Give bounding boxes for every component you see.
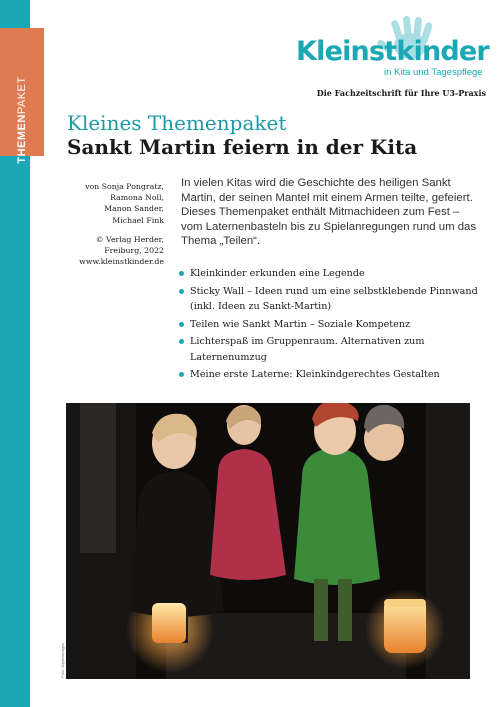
photo-credit: Foto: Jupiterimages [60, 642, 65, 678]
copyright-line: © Verlag Herder, [95, 234, 164, 244]
children-with-lanterns-image [66, 403, 470, 679]
magazine-tagline: Die Fachzeitschrift für Ihre U3-Praxis [316, 88, 486, 98]
page-title: Sankt Martin feiern in der Kita [67, 135, 418, 159]
magazine-logo [296, 14, 489, 82]
topic-list [178, 266, 478, 385]
section-tab [0, 28, 44, 164]
author-line: Manon Sander, [104, 204, 164, 214]
list-item: Teilen wie Sankt Martin – Soziale Kompetenz [178, 317, 478, 333]
cover-photo [66, 403, 470, 679]
author-line: von Sonja Pongratz, [85, 182, 164, 191]
list-item: Lichterspaß im Gruppenraum. Alternativen zum Laternenumzug [178, 334, 478, 365]
author-line: Michael Fink [112, 215, 164, 225]
copyright-line: Freiburg, 2022 [104, 246, 164, 256]
intro-paragraph: In vielen Kitas wird die Geschichte des heiligen Sankt Martin, der seinen Mantel mit einem Armen teilte, gefeiert. Dieses Themenpaket enthält Mitmachideen zum Fest – vom Laternenbasteln bis zu Spielanregungen rund um das Thema „Teilen“. [181, 177, 477, 247]
list-item: Meine erste Laterne: Kleinkindgerechtes Gestalten [178, 367, 478, 383]
kicker-title: Kleines Themenpaket [67, 111, 287, 135]
list-item: Kleinkinder erkunden eine Legende [178, 266, 478, 282]
author-credits [60, 181, 164, 267]
section-tab-label: THEMENPAKET [16, 76, 28, 164]
website-link: www.kleinstkinder.de [79, 257, 164, 267]
logo-wordmark: Kleinstkinder [296, 36, 489, 67]
logo-subtitle: in Kita und Tagespflege [384, 67, 483, 78]
author-line: Ramona Noll, [110, 193, 164, 203]
list-item: Sticky Wall – Ideen rund um eine selbstklebende Pinnwand (inkl. Ideen zu Sankt-Martin) [178, 284, 478, 315]
